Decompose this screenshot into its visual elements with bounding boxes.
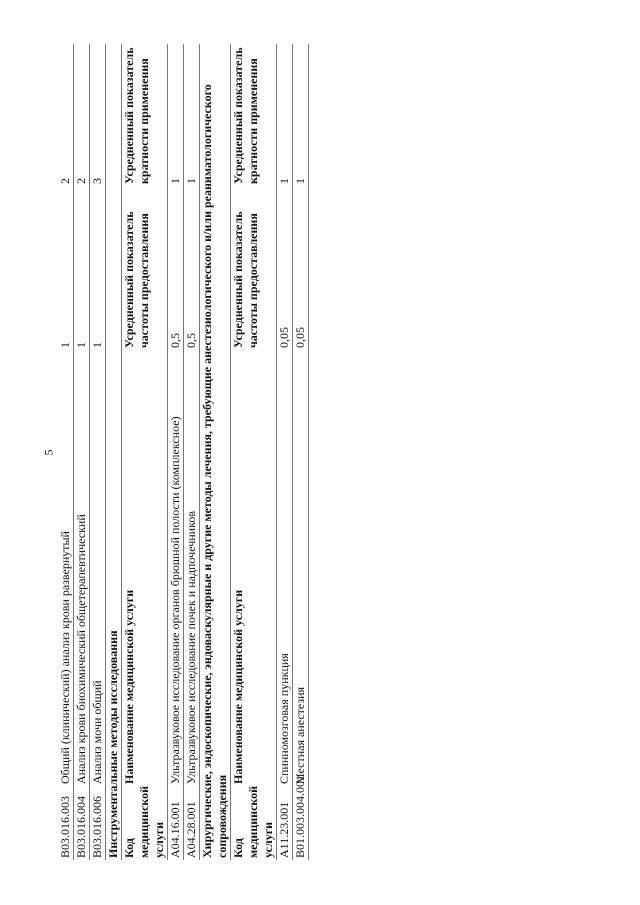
header-multiplicity: Усредненный показатель кратности применения	[122, 44, 168, 186]
services-table	[58, 44, 309, 860]
table-row	[277, 44, 293, 860]
service-code: A04.28.001	[184, 786, 200, 860]
frequency-value: 1	[58, 186, 74, 350]
rotated-page-content	[58, 47, 418, 860]
frequency-value: 0,5	[168, 186, 184, 350]
table-row	[168, 44, 184, 860]
service-name: Спинномозговая пункция	[277, 350, 293, 786]
multiplicity-value: 3	[90, 44, 106, 186]
page-number: 5	[41, 449, 56, 456]
table-row	[293, 44, 309, 860]
table-header-row	[122, 44, 168, 860]
service-name: Ультразвуковое исследование почек и надпочечников	[184, 350, 200, 786]
header-multiplicity: Усредненный показатель кратности применения	[231, 44, 277, 186]
service-code: B03.016.006	[90, 786, 106, 860]
table-header-row	[231, 44, 277, 860]
multiplicity-value: 1	[184, 44, 200, 186]
header-code: Код медицинской услуги	[122, 785, 166, 858]
table-row	[90, 44, 106, 860]
service-code: A11.23.001	[277, 786, 293, 860]
table-row	[184, 44, 200, 860]
service-code: A04.16.001	[168, 786, 184, 860]
header-frequency: Усредненный показатель частоты предоставления	[122, 186, 168, 350]
table-row	[58, 44, 74, 860]
section-heading-instrumental: Инструментальные методы исследования	[106, 44, 122, 860]
header-code: Код медицинской услуги	[231, 785, 275, 858]
service-name: Анализ крови биохимический общетерапевтический	[74, 350, 90, 786]
service-code: B01.003.004.001	[293, 774, 307, 858]
header-name: Наименование медицинской услуги	[231, 350, 277, 786]
service-code: B03.016.003	[58, 786, 74, 860]
frequency-value: 0,05	[293, 186, 309, 350]
multiplicity-value: 1	[293, 44, 309, 186]
header-frequency: Усредненный показатель частоты предоставления	[231, 186, 277, 350]
table-row	[74, 44, 90, 860]
section-heading-row	[200, 44, 231, 860]
frequency-value: 0,05	[277, 186, 293, 350]
frequency-value: 1	[90, 186, 106, 350]
multiplicity-value: 1	[277, 44, 293, 186]
service-name: Общий (клинический) анализ крови развернутый	[58, 350, 74, 786]
frequency-value: 1	[74, 186, 90, 350]
service-name: Ультразвуковое исследование органов брюшной полости (комплексное)	[168, 350, 184, 786]
frequency-value: 0,5	[184, 186, 200, 350]
service-name: Анализ мочи общий	[90, 350, 106, 786]
service-code: B03.016.004	[74, 786, 90, 860]
section-heading-row	[106, 44, 122, 860]
multiplicity-value: 2	[74, 44, 90, 186]
section-heading-surgical: Хирургические, эндоскопические, эндоваскулярные и другие методы лечения, требующие анестезиологического и/или реаниматологического сопровождения	[200, 44, 231, 860]
multiplicity-value: 1	[168, 44, 184, 186]
service-name: Местная анестезия	[293, 350, 309, 786]
header-name: Наименование медицинской услуги	[122, 350, 168, 786]
multiplicity-value: 2	[58, 44, 74, 186]
